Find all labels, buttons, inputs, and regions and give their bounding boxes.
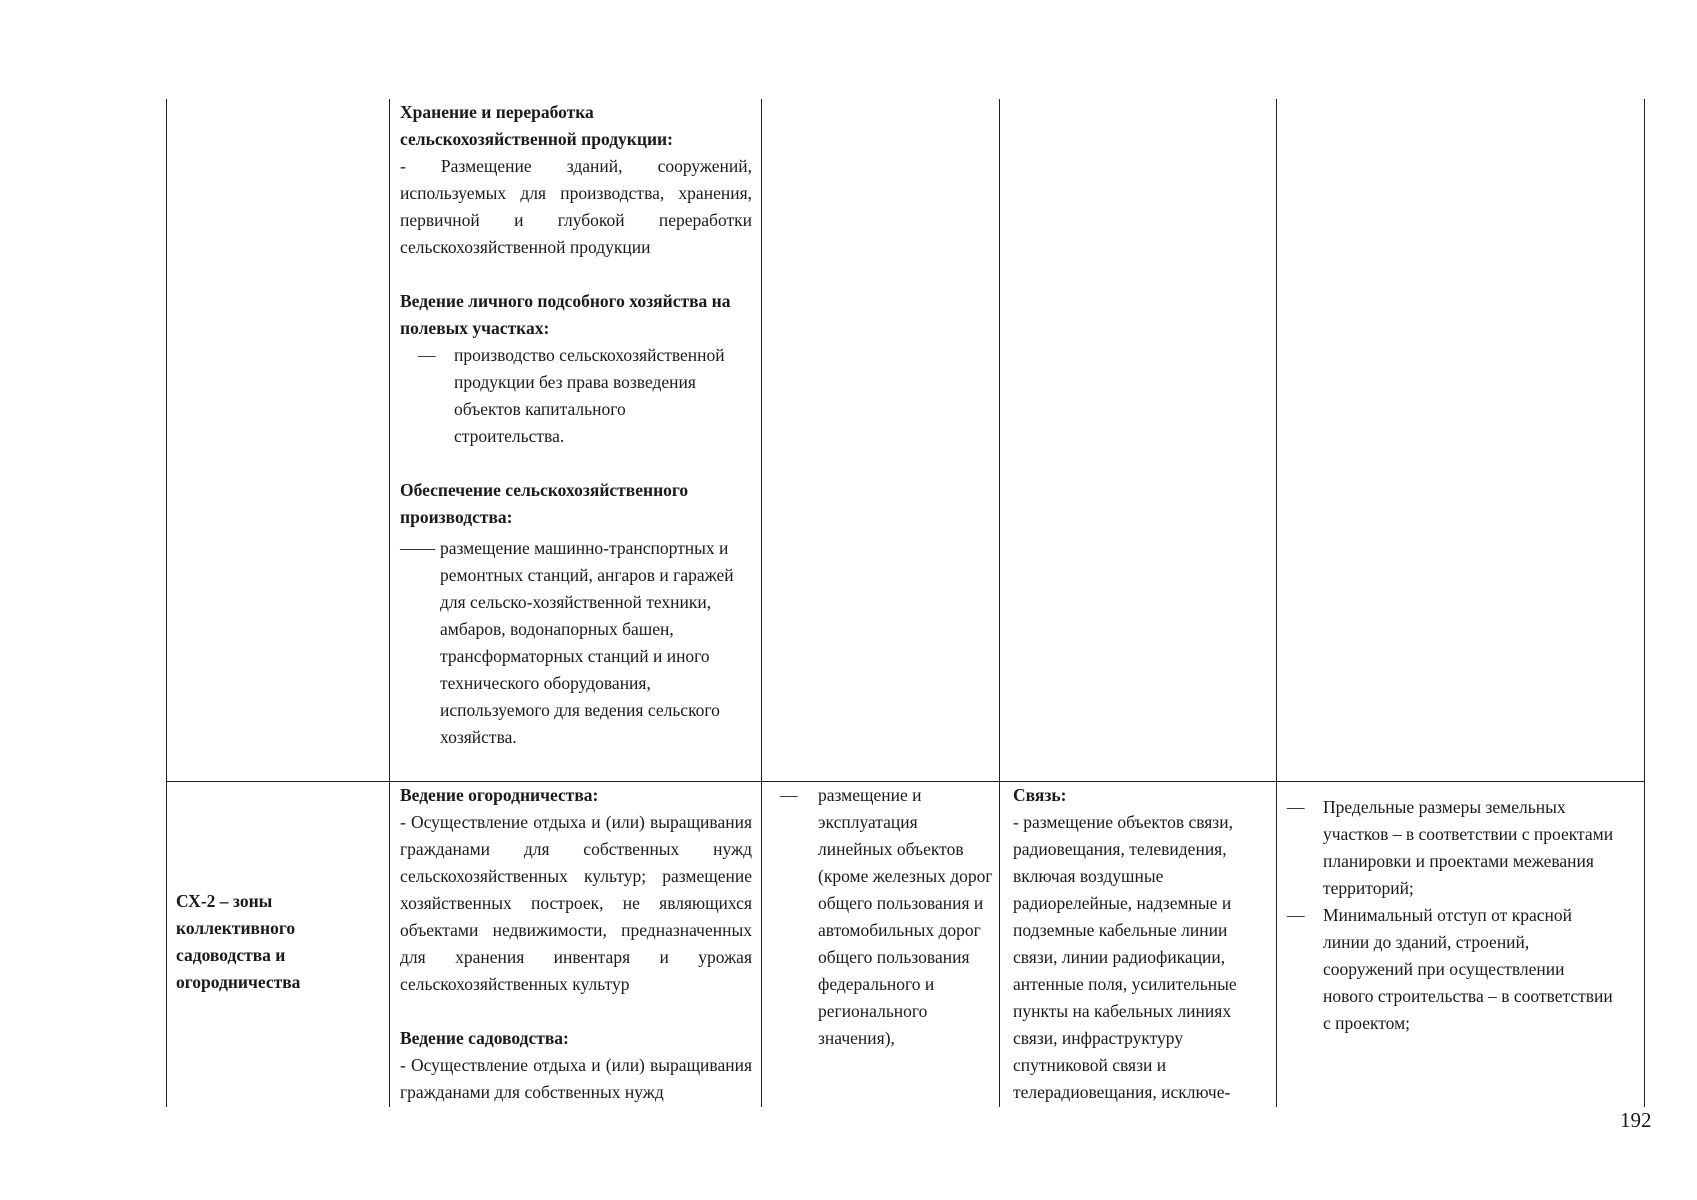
section-title: Ведение огородничества: (400, 785, 599, 805)
page-number: 192 (1620, 1108, 1652, 1132)
dash-marker: — (418, 345, 436, 365)
auxiliary-uses-cell (762, 782, 1000, 1108)
auxiliary-uses-cell (762, 99, 1000, 782)
list-item-text: производство сельскохозяйственной продукции без права возведения объектов капитального строительства. (454, 345, 725, 446)
list-item (780, 782, 995, 1052)
list-item-text: размещение машинно-транспортных и ремонтных станций, ангаров и гаражей для сельско-хозяйственной техники, амбаров, водонапорных башен, трансформаторных станций и иного технического оборудования, используемого для ведения сельского хозяйства. (440, 538, 734, 747)
zone-label: СХ-2 – зоны коллективного садоводства и огородничества (176, 891, 301, 992)
section-text: - размещение объектов связи, радиовещания, телевидения, включая воздушные радиорелейные, надземные и подземные кабельные линии связи, линии радиофикации, антенные поля, усилительные пункты на кабельных линиях связи, инфраструктуру спутниковой связи и телерадиовещания, исключе- (1013, 812, 1237, 1102)
table-row (167, 782, 1645, 1108)
dash-marker: — (780, 785, 798, 805)
permitted-uses-cell (390, 99, 762, 782)
dash-marker: — (1287, 905, 1305, 925)
table-row (167, 99, 1645, 782)
section-title: Ведение садоводства: (400, 1028, 569, 1048)
list-item (1287, 794, 1614, 902)
zone-cell (167, 782, 390, 1108)
section-title: Ведение личного подсобного хозяйства на полевых участках: (400, 291, 731, 338)
parameters-cell (1277, 782, 1645, 1108)
section-text: - Размещение зданий, сооружений, используемых для производства, хранения, первичной и глубокой переработки сельскохозяйственной продукции (400, 156, 752, 257)
list-item (1287, 902, 1614, 1037)
section-title: Хранение и переработка сельскохозяйственной продукции: (400, 102, 673, 149)
zoning-table (166, 99, 1645, 1107)
list-item-text: Минимальный отступ от красной линии до зданий, строений, сооружений при осуществлении нового строительства – в соответствии с проектом; (1323, 905, 1613, 1033)
dash-marker: — (1287, 797, 1305, 817)
list-item-text: размещение и эксплуатация линейных объектов (кроме железных дорог общего пользования и автомобильных дорог общего пользования федерального и регионального значения), (818, 785, 993, 1048)
section-text: - Осуществление отдыха и (или) выращивания гражданами для собственных нужд сельскохозяйственных культур; размещение хозяйственных построек, не являющихся объектами недвижимости, предназначенных для хранения инвентаря и урожая сельскохозяйственных культур (400, 812, 752, 994)
section-title: Обеспечение сельскохозяйственного производства: (400, 480, 689, 527)
list-item (400, 535, 752, 751)
zone-cell (167, 99, 390, 782)
section-text: - Осуществление отдыха и (или) выращивания гражданами для собственных нужд (400, 1055, 752, 1102)
list-item (400, 342, 752, 450)
dash-marker: —— (400, 538, 435, 558)
conditional-uses-cell (1000, 99, 1277, 782)
conditional-uses-cell (1000, 782, 1277, 1108)
list-item-text: Предельные размеры земельных участков – в соответствии с проектами планировки и проектами межевания территорий; (1323, 797, 1614, 898)
permitted-uses-cell (390, 782, 762, 1108)
parameters-cell (1277, 99, 1645, 782)
section-title: Связь: (1013, 785, 1067, 805)
